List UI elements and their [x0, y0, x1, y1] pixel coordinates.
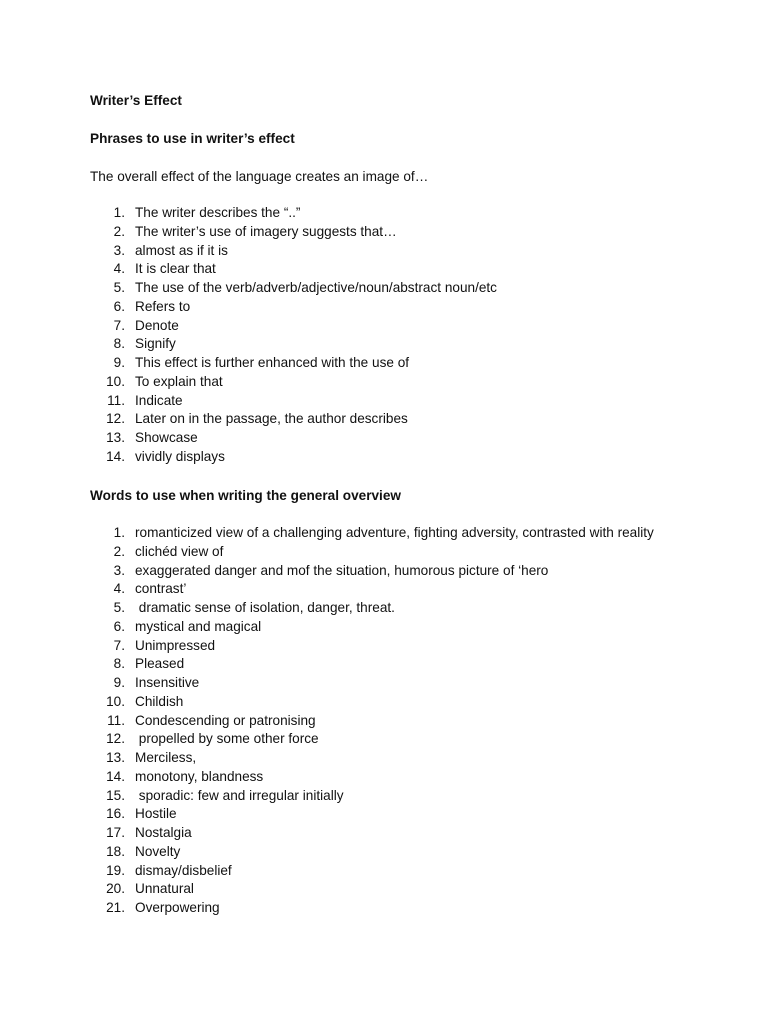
list-item-text: Indicate — [135, 392, 183, 408]
list-item — [0, 242, 768, 261]
list-item — [0, 373, 768, 392]
list-item — [0, 618, 768, 637]
list-item-number: 12. — [106, 411, 125, 427]
list-item-text: monotony, blandness — [135, 768, 264, 784]
list-item-number: 17. — [106, 825, 125, 840]
list-item-number: 7. — [113, 317, 125, 333]
list-item — [0, 730, 768, 749]
list-item-number: 14. — [106, 448, 125, 464]
list-item-text: exaggerated danger and mof the situation, humorous picture of ‘hero — [135, 562, 549, 578]
list-item — [0, 429, 768, 448]
list-item — [0, 223, 768, 242]
list-item-number: 13. — [106, 430, 125, 445]
list-item-number: 18. — [106, 843, 125, 859]
list-item-number: 19. — [106, 862, 125, 878]
list-item-text: Novelty — [135, 843, 181, 859]
list-item-text: dramatic sense of isolation, danger, threat. — [135, 600, 395, 615]
list-item — [0, 712, 768, 731]
list-item — [0, 824, 768, 843]
list-item-number: 6. — [113, 298, 125, 314]
list-item-text: almost as if it is — [135, 242, 228, 258]
phrases-list — [0, 204, 768, 467]
list-item — [0, 655, 768, 674]
list-item-text: Unnatural — [135, 881, 194, 897]
list-item — [0, 279, 768, 298]
list-item — [0, 637, 768, 656]
list-item — [0, 768, 768, 787]
list-item-text: The writer’s use of imagery suggests that… — [135, 223, 397, 239]
list-item-text: clichéd view of — [135, 543, 224, 559]
list-item-text: Signify — [135, 336, 176, 352]
list-item-number: 8. — [113, 656, 125, 672]
list-item-number: 20. — [106, 881, 125, 897]
list-item-number: 2. — [113, 223, 125, 239]
list-item-number: 15. — [106, 787, 125, 803]
section1-intro: The overall effect of the language creates an image of… — [90, 169, 429, 184]
list-item-text: Hostile — [135, 806, 177, 822]
list-item-number: 2. — [113, 543, 125, 559]
list-item — [0, 580, 768, 599]
list-item-text: Denote — [135, 317, 179, 333]
list-item-number: 6. — [113, 618, 125, 634]
list-item-number: 9. — [113, 675, 125, 690]
list-item-number: 10. — [106, 693, 125, 709]
list-item-text: Merciless, — [135, 750, 197, 765]
list-item-text: To explain that — [135, 373, 223, 389]
list-item — [0, 317, 768, 336]
list-item-text: mystical and magical — [135, 618, 262, 634]
list-item-text: Pleased — [135, 656, 185, 672]
section2-heading: Words to use when writing the general overview — [90, 488, 401, 503]
overview-words-list — [0, 524, 768, 918]
section1-heading: Phrases to use in writer’s effect — [90, 131, 295, 146]
list-item-number: 21. — [106, 900, 125, 915]
list-item-number: 8. — [113, 336, 125, 352]
list-item-number: 1. — [113, 205, 125, 220]
list-item-number: 3. — [113, 562, 125, 578]
list-item-number: 11. — [107, 712, 125, 728]
list-item — [0, 392, 768, 411]
list-item-number: 13. — [106, 750, 125, 765]
list-item-text: Unimpressed — [135, 637, 216, 653]
list-item-text: Refers to — [135, 298, 191, 314]
list-item-text: Nostalgia — [135, 825, 192, 840]
list-item-text: Insensitive — [135, 675, 200, 690]
list-item — [0, 749, 768, 768]
list-item-text: contrast’ — [135, 581, 187, 597]
list-item-number: 10. — [106, 373, 125, 389]
list-item-number: 12. — [106, 731, 125, 747]
list-item-number: 5. — [113, 280, 125, 295]
list-item-number: 16. — [106, 806, 125, 822]
list-item-text: The use of the verb/adverb/adjective/noun/abstract noun/etc — [135, 280, 497, 295]
list-item-text: Later on in the passage, the author describes — [135, 411, 408, 427]
list-item — [0, 562, 768, 581]
list-item-text: propelled by some other force — [135, 731, 319, 747]
list-item — [0, 204, 768, 223]
list-item-text: It is clear that — [135, 261, 216, 277]
list-item-text: Condescending or patronising — [135, 712, 316, 728]
list-item — [0, 599, 768, 618]
document-title: Writer’s Effect — [90, 93, 182, 108]
list-item-text: romanticized view of a challenging adventure, fighting adversity, contrasted with reality — [135, 525, 654, 540]
list-item-number: 4. — [113, 261, 125, 277]
list-item — [0, 524, 768, 543]
list-item-text: Overpowering — [135, 900, 220, 915]
list-item-number: 11. — [107, 392, 125, 408]
list-item — [0, 674, 768, 693]
list-item — [0, 880, 768, 899]
list-item — [0, 410, 768, 429]
list-item-text: This effect is further enhanced with the use of — [135, 355, 410, 370]
list-item-number: 1. — [113, 525, 125, 540]
list-item-number: 7. — [113, 637, 125, 653]
list-item — [0, 298, 768, 317]
list-item — [0, 693, 768, 712]
list-item-number: 3. — [113, 242, 125, 258]
list-item — [0, 843, 768, 862]
list-item — [0, 787, 768, 806]
list-item — [0, 260, 768, 279]
list-item-text: Showcase — [135, 430, 198, 445]
list-item-number: 14. — [106, 768, 125, 784]
list-item — [0, 448, 768, 467]
list-item-text: dismay/disbelief — [135, 862, 232, 878]
list-item — [0, 543, 768, 562]
list-item-text: vividly displays — [135, 448, 225, 464]
list-item-text: The writer describes the “..” — [135, 205, 301, 220]
list-item — [0, 335, 768, 354]
list-item — [0, 899, 768, 918]
list-item-text: Childish — [135, 693, 184, 709]
list-item-number: 5. — [113, 600, 125, 615]
list-item-text: sporadic: few and irregular initially — [135, 787, 344, 803]
list-item — [0, 862, 768, 881]
list-item — [0, 354, 768, 373]
list-item-number: 9. — [113, 355, 125, 370]
list-item — [0, 805, 768, 824]
list-item-number: 4. — [113, 581, 125, 597]
